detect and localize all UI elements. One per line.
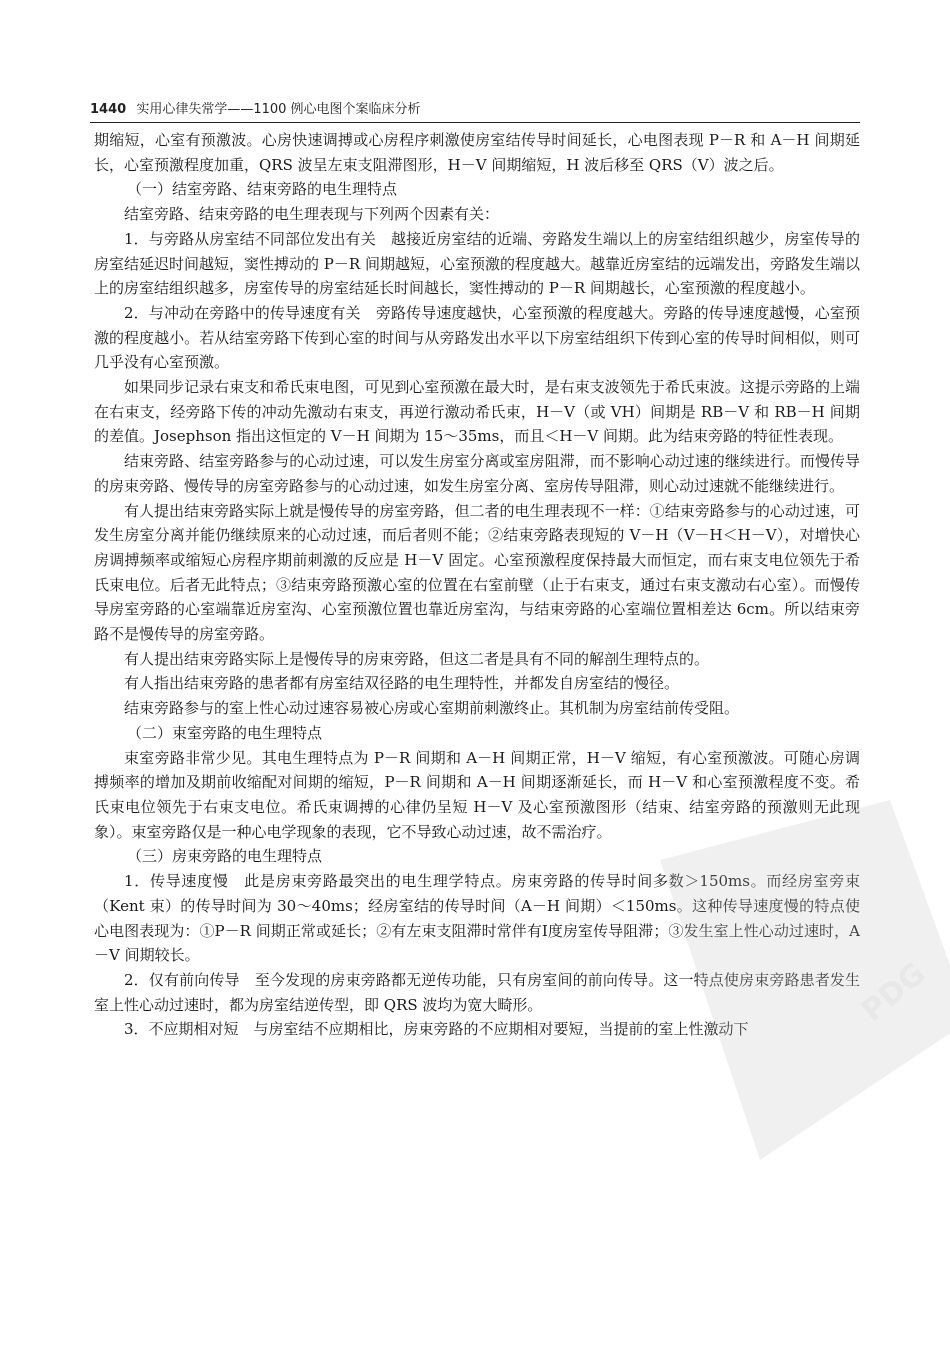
paragraph-8: 有人提出结束旁路实际上是慢传导的房束旁路，但这二者是具有不同的解剖生理特点的。 bbox=[124, 649, 710, 668]
paragraph-9: 有人指出结束旁路的患者都有房室结双径路的电生理特性，并都发自房室结的慢径。 bbox=[124, 674, 680, 693]
page-number: 1440 bbox=[90, 102, 127, 117]
book-title: 实用心律失常学——1100 例心电图个案临床分析 bbox=[136, 102, 421, 117]
section-heading-1: （一）结室旁路、结束旁路的电生理特点 bbox=[127, 180, 398, 199]
item-lead: 2．仅有前向传导 bbox=[124, 970, 240, 989]
paragraph-4: 2．与冲动在旁路中的传导速度有关 旁路传导速度越快，心室预激的程度越大。旁路的传导速度越慢，心室预激的程度越小。若从结室旁路下传到心室的时间与从旁路发出水平以下房室结组织下传到心室的传导时间相似，则可几乎没有心室预激。 bbox=[94, 303, 860, 372]
paragraph-14: 1．传导速度慢 此是房束旁路最突出的电生理学特点。房束旁路的传导时间多数＞150ms。而经房室旁束（Kent 束）的传导时间为 30～40ms；经房室结的传导时间（A－H 间期）＜150ms。这种传导速度慢的特点使心电图表现为：①P－R 间期正常或延长；②有左束支阻滞时常伴有Ⅰ度房室传导阻滞；③发生室上性心动过速时，A－V 间期较长。 bbox=[94, 872, 860, 965]
running-header bbox=[90, 100, 860, 123]
paragraph-15: 2．仅有前向传导 至今发现的房束旁路都无逆传功能，只有房室间的前向传导。这一特点使房束旁路患者发生室上性心动过速时，都为房室结逆传型，即 QRS 波均为宽大畸形。 bbox=[94, 970, 860, 1014]
section-heading-3: （三）房束旁路的电生理特点 bbox=[127, 847, 323, 866]
paragraph-2: 结室旁路、结束旁路的电生理表现与下列两个因素有关： bbox=[124, 205, 500, 224]
paragraph-10: 结束旁路参与的室上性心动过速容易被心房或心室期前刺激终止。其机制为房室结前传受阻。 bbox=[124, 699, 740, 718]
paragraph-3: 1．与旁路从房室结不同部位发出有关 越接近房室结的近端、旁路发生端以上的房室结组织越少，房室传导的房室结延迟时间越短，窦性搏动的 P－R 间期越短，心室预激的程度越大。越靠近房室结的远端发出，旁路发生端以上的房室结组织越多，房室传导的房室结延长时间越长，窦性搏动的 P－R 间期越长，心室预激的程度越小。 bbox=[94, 229, 860, 298]
item-lead: 2．与冲动在旁路中的传导速度有关 bbox=[124, 303, 361, 322]
body-text bbox=[94, 128, 860, 1042]
section-heading-2: （二）束室旁路的电生理特点 bbox=[127, 723, 323, 742]
item-lead: 1．传导速度慢 bbox=[124, 872, 229, 891]
paragraph-6: 结束旁路、结室旁路参与的心动过速，可以发生房室分离或室房阻滞，而不影响心动过速的继续进行。而慢传导的房束旁路、慢传导的房室旁路参与的心动过速，如发生房室分离、室房传导阻滞，则心动过速就不能继续进行。 bbox=[94, 452, 860, 495]
item-lead: 1．与旁路从房室结不同部位发出有关 bbox=[124, 229, 376, 248]
watermark-text: PDG bbox=[855, 956, 933, 1029]
paragraph-16: 3．不应期相对短 与房室结不应期相比，房束旁路的不应期相对要短，当提前的室上性激动下 bbox=[124, 1020, 749, 1039]
paragraph-5: 如果同步记录右束支和希氏束电图，可见到心室预激在最大时，是右束支波领先于希氏束波。这提示旁路的上端在右束支，经旁路下传的冲动先激动右束支，再逆行激动希氏束，H－V（或 VH）间期是 RB－V 和 RB－H 间期的差值。Josephson 指出这恒定的 V－H 间期为 15～35ms，而且＜H－V 间期。此为结束旁路的特征性表现。 bbox=[94, 378, 860, 446]
item-lead: 3．不应期相对短 bbox=[124, 1020, 239, 1039]
paragraph-12: 束室旁路非常少见。其电生理特点为 P－R 间期和 A－H 间期正常，H－V 缩短，有心室预激波。可随心房调搏频率的增加及期前收缩配对间期的缩短，P－R 间期和 A－H 间期逐渐延长，而 H－V 和心室预激程度不变。希氏束电位领先于右束支电位。希氏束调搏的心律仍呈短 H－V 及心室预激图形（结束、结室旁路的预激则无此现象）。束室旁路仅是一种心电学现象的表现，它不导致心动过速，故不需治疗。 bbox=[94, 748, 860, 841]
paragraph-0: 期缩短，心室有预激波。心房快速调搏或心房程序刺激使房室结传导时间延长，心电图表现 P－R 和 A－H 间期延长，心室预激程度加重，QRS 波呈左束支阻滞图形，H－V 间期缩短，H 波后移至 QRS（V）波之后。 bbox=[94, 131, 860, 174]
paragraph-7: 有人提出结束旁路实际上就是慢传导的房室旁路，但二者的电生理表现不一样：①结束旁路参与的心动过速，可发生房室分离并能仍继续原来的心动过速，而后者则不能；②结束旁路表现短的 V－H（V－H＜H－V），对增快心房调搏频率或缩短心房程序期前刺激的反应是 H－V 固定。心室预激程度保持最大而恒定，而右束支电位领先于希氏束电位。后者无此特点；③结束旁路预激心室的位置在右室前壁（止于右束支，通过右束支激动右心室）。而慢传导房室旁路的心室端靠近房室沟、心室预激位置也靠近房室沟，与结束旁路的心室端位置相差达 6cm。所以结束旁路不是慢传导的房室旁路。 bbox=[94, 501, 860, 644]
